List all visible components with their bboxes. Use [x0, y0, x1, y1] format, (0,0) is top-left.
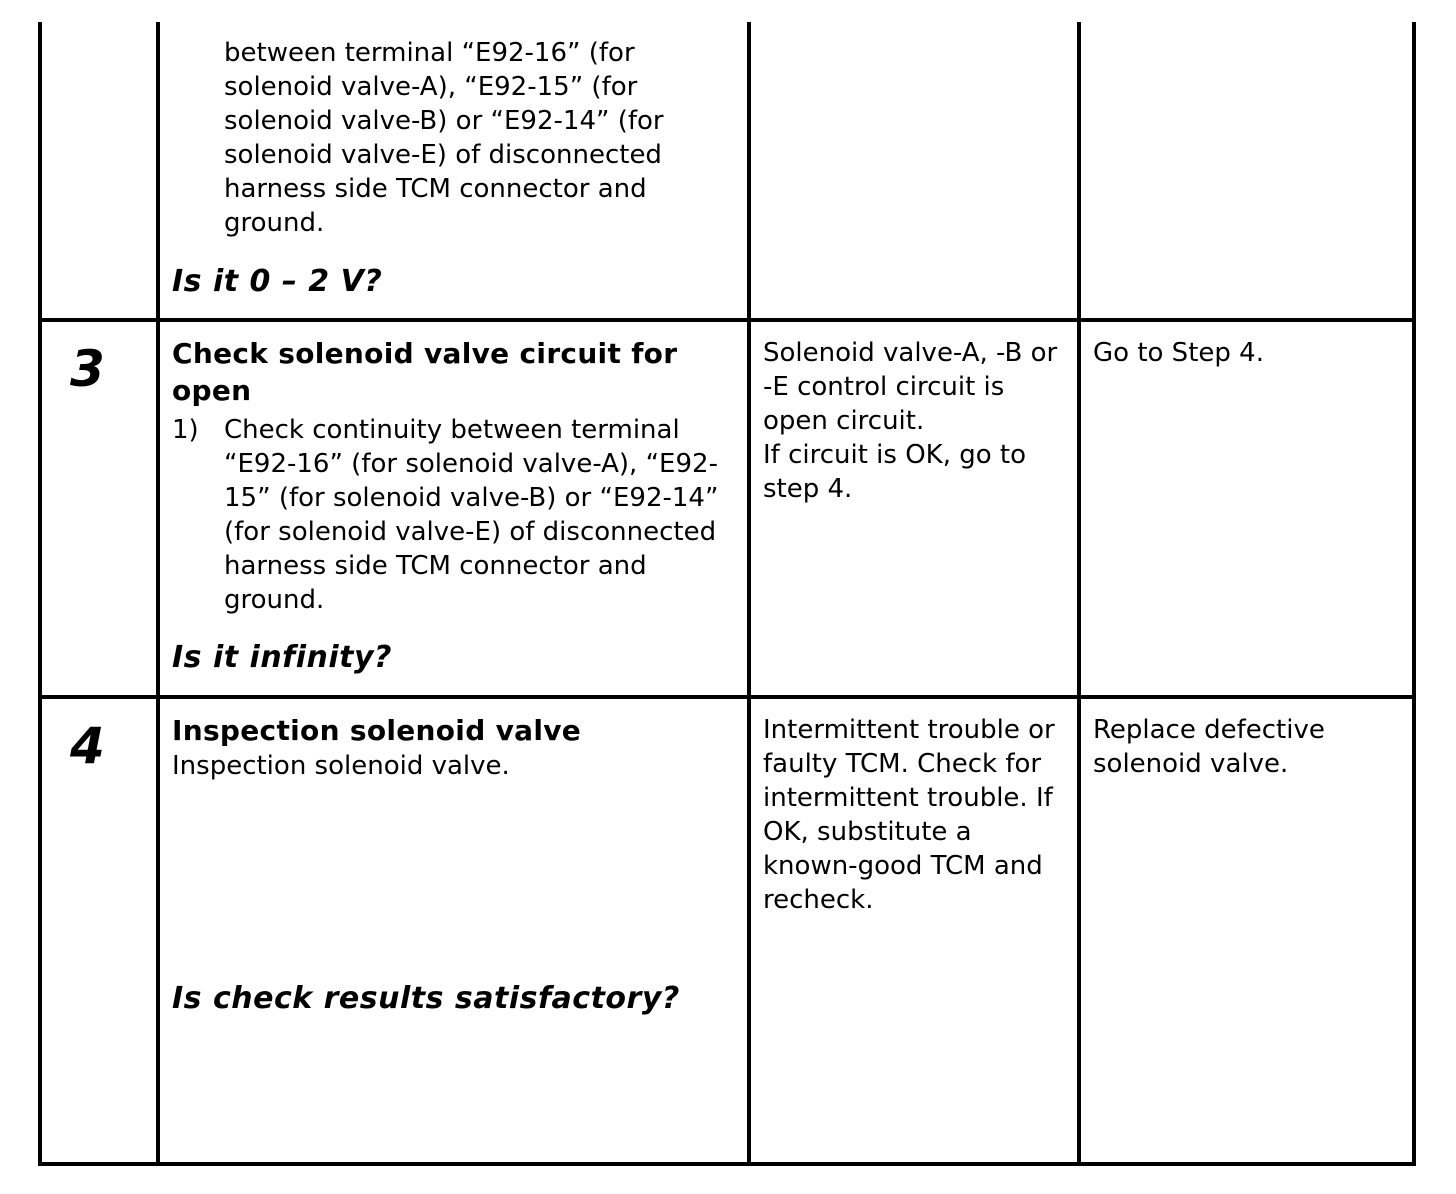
check-question: Is it 0 – 2 V? [172, 264, 383, 299]
step-body-text: Inspection solenoid valve. [172, 751, 510, 781]
no-cell [1079, 697, 1414, 1164]
no-text: Replace defective solenoid valve. [1093, 715, 1325, 779]
yes-text: Solenoid valve-A, -B or -E control circuit is open circuit. [763, 338, 1058, 436]
sub-step [172, 413, 735, 617]
no-text: Go to Step 4. [1093, 338, 1264, 368]
action-cell [158, 697, 749, 1164]
check-question: Is it infinity? [172, 640, 392, 675]
table-row [40, 697, 1414, 1164]
step-cell [40, 320, 158, 697]
no-cell [1079, 22, 1414, 320]
diagnostic-table [38, 22, 1416, 1166]
table-row [40, 22, 1414, 320]
table-row [40, 320, 1414, 697]
step-title: Inspection solenoid valve [172, 714, 582, 747]
yes-text [751, 22, 1077, 34]
action-continuation-text: between terminal “E92-16” (for solenoid valve-A), “E92-15” (for solenoid valve-B) or “E92-14” (for solenoid valve-E) of disconnected harness side TCM connector and ground. [224, 38, 664, 238]
sub-step-text: Check continuity between terminal “E92-16” (for solenoid valve-A), “E92-15” (for solenoid valve-B) or “E92-14” (for solenoid valve-E) of disconnected harness side TCM connector and ground. [224, 415, 719, 615]
check-question: Is check results satisfactory? [172, 981, 680, 1016]
action-cell [158, 22, 749, 320]
yes-text: Intermittent trouble or faulty TCM. Check for intermittent trouble. If OK, substitute a known-good TCM and recheck. [763, 715, 1055, 915]
no-text [1081, 22, 1412, 34]
step-number [42, 22, 156, 44]
step-cell [40, 697, 158, 1164]
sub-step-number: 1) [172, 415, 199, 445]
step-title: Check solenoid valve circuit for open [172, 337, 678, 407]
step-cell [40, 22, 158, 320]
action-cell [158, 320, 749, 697]
step-number: 3 [70, 340, 105, 398]
step-number: 4 [70, 717, 105, 775]
yes-cell [749, 22, 1079, 320]
yes-cell [749, 697, 1079, 1164]
yes-cell [749, 320, 1079, 697]
no-cell [1079, 320, 1414, 697]
diagnostic-table-wrapper [38, 22, 1412, 1164]
yes-extra-text: If circuit is OK, go to step 4. [763, 440, 1027, 504]
